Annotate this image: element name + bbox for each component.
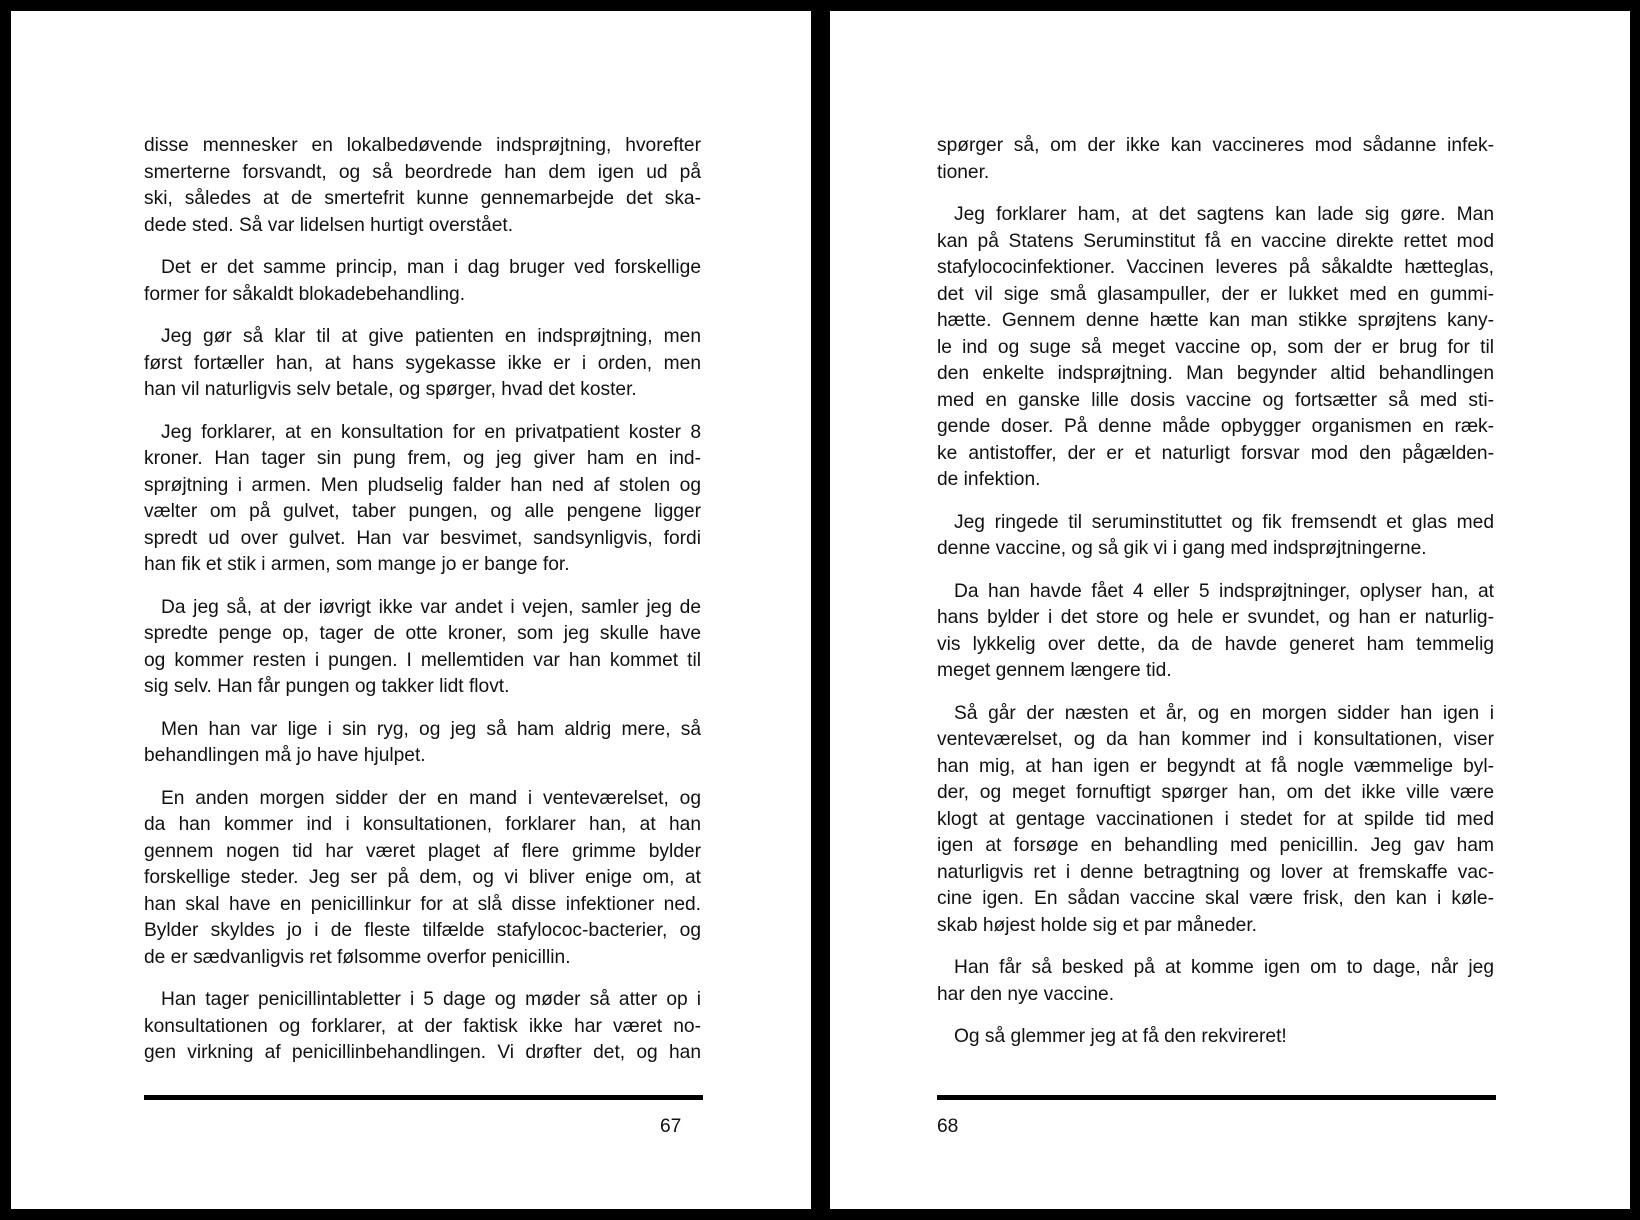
text-line: behandlingen må jo have hjulpet. xyxy=(144,745,426,766)
left-page xyxy=(11,11,811,1209)
paragraph xyxy=(937,1024,1494,1051)
text-line: Da jeg så, at der iøvrigt ikke var andet i vejen, samler jeg de xyxy=(161,596,701,618)
text-line: Jeg forklarer ham, at det sagtens kan lade sig gøre. Man xyxy=(954,204,1494,225)
text-line: Jeg gør så klar til at give patienten en indsprøjtning, men xyxy=(161,326,701,347)
text-line: former for såkaldt blokadebehandling. xyxy=(144,283,466,305)
text-line: vis lykkelig over dette, da de havde generet ham temmelig xyxy=(937,633,1494,655)
text-line: dede sted. Så var lidelsen hurtigt overstået. xyxy=(144,214,514,236)
text-line: da han kommer ind i konsultationen, forklarer han, at han xyxy=(144,814,701,835)
paragraph xyxy=(937,701,1494,940)
text-line: sig selv. Han får pungen og takker lidt flovt. xyxy=(144,676,510,697)
text-line: disse mennesker en lokalbedøvende indsprøjtning, hvorefter xyxy=(144,135,701,156)
text-line: kan på Statens Seruminstitut få en vaccine direkte rettet mod xyxy=(937,230,1494,252)
paragraph xyxy=(937,133,1494,186)
text-line: Så går der næsten et år, og en morgen sidder han igen i xyxy=(954,702,1494,724)
text-line: Han tager penicillintabletter i 5 dage og møder så atter op i xyxy=(161,989,701,1010)
text-line: de er sædvanligvis ret følsomme overfor penicillin. xyxy=(144,946,571,968)
left-page-body xyxy=(144,133,701,1083)
text-line: Jeg forklarer, at en konsultation for en privatpatient koster 8 xyxy=(161,421,701,443)
paragraph xyxy=(144,717,701,770)
text-line: klogt at gentage vaccinationen i stedet for at spilde tid med xyxy=(937,808,1494,830)
text-line: spørger så, om der ikke kan vaccineres mod sådanne infek- xyxy=(937,135,1494,156)
text-line: Og så glemmer jeg at få den rekvireret! xyxy=(954,1026,1287,1047)
paragraph xyxy=(937,955,1494,1008)
text-line: stafylococinfektioner. Vaccinen leveres på såkaldte hætteglas, xyxy=(937,257,1494,278)
text-line: med en ganske lille dosis vaccine og fortsætter så med sti- xyxy=(937,389,1494,411)
text-line: ke antistoffer, der er et naturligt forsvar mod den pågælden- xyxy=(937,442,1494,464)
text-line: cine igen. En sådan vaccine skal være frisk, den kan i køle- xyxy=(937,888,1494,909)
text-line: har den nye vaccine. xyxy=(937,983,1115,1005)
paragraph xyxy=(144,595,701,701)
text-line: han mig, at han igen er begyndt at få nogle væmmelige byl- xyxy=(937,755,1494,777)
text-line: denne vaccine, og så gik vi i gang med indsprøjtningerne. xyxy=(937,538,1427,559)
text-line: det vil sige små glasampuller, der er lukket med en gummi- xyxy=(937,283,1494,305)
text-line: han vil naturligvis selv betale, og spørger, hvad det koster. xyxy=(144,379,637,400)
text-line: og kommer resten i pungen. I mellemtiden var han kommet til xyxy=(144,649,701,671)
right-page-body xyxy=(937,133,1494,1067)
text-line: venteværelset, og da han kommer ind i konsultationen, viser xyxy=(937,729,1494,750)
text-line: gen virkning af penicillinbehandlingen. Vi drøfter det, og han xyxy=(144,1042,701,1063)
text-line: spredt ud over gulvet. Han var besvimet, sandsynligvis, fordi xyxy=(144,527,701,549)
text-line: kroner. Han tager sin pung frem, og jeg giver ham en ind- xyxy=(144,448,701,469)
text-line: forskellige steder. Jeg ser på dem, og vi bliver enige om, at xyxy=(144,867,701,888)
text-line: Han får så besked på at komme igen om to dage, når jeg xyxy=(954,957,1494,978)
footer-rule xyxy=(937,1095,1496,1100)
paragraph xyxy=(937,510,1494,563)
text-line: de infektion. xyxy=(937,469,1041,490)
text-line: han skal have en penicillinkur for at slå disse infektioner ned. xyxy=(144,893,701,915)
text-line: le ind og suge så meget vaccine op, som der er brug for til xyxy=(937,336,1494,358)
footer-rule xyxy=(144,1095,703,1100)
paragraph xyxy=(144,420,701,579)
paragraph xyxy=(144,133,701,239)
paragraph xyxy=(144,786,701,972)
paragraph xyxy=(937,202,1494,494)
text-line: han fik et stik i armen, som mange jo er bange for. xyxy=(144,554,570,575)
text-line: der, og meget fornuftigt spørger han, om det ikke ville være xyxy=(937,782,1494,803)
text-line: tioner. xyxy=(937,161,990,183)
paragraph xyxy=(144,987,701,1067)
page-number: 68 xyxy=(937,1116,959,1137)
text-line: igen at forsøge en behandling med penicillin. Jeg gav ham xyxy=(937,835,1494,856)
page-number: 67 xyxy=(660,1116,682,1137)
text-line: naturligvis ret i denne betragtning og lover at fremskaffe vac- xyxy=(937,861,1494,883)
text-line: Jeg ringede til seruminstituttet og fik fremsendt et glas med xyxy=(954,511,1494,533)
text-line: først fortæller han, at hans sygekasse ikke er i orden, men xyxy=(144,352,701,374)
text-line: Det er det samme princip, man i dag bruger ved forskellige xyxy=(161,257,701,278)
paragraph xyxy=(144,324,701,404)
paragraph xyxy=(937,579,1494,685)
text-line: meget gennem længere tid. xyxy=(937,660,1172,681)
paragraph xyxy=(144,255,701,308)
right-page xyxy=(830,11,1630,1209)
text-line: vælter om på gulvet, taber pungen, og alle pengene ligger xyxy=(144,501,701,522)
text-line: gennem nogen tid har været plaget af flere grimme bylder xyxy=(144,840,701,862)
text-line: spredte penge op, tager de otte kroner, som jeg skulle have xyxy=(144,623,701,644)
text-line: smerterne forsvandt, og så beordrede han dem igen ud på xyxy=(144,161,701,183)
text-line: sprøjtning i armen. Men pludselig falder han ned af stolen og xyxy=(144,474,701,496)
text-line: skab højest holde sig et par måneder. xyxy=(937,914,1257,936)
text-line: hætte. Gennem denne hætte kan man stikke sprøjtens kany- xyxy=(937,310,1494,331)
text-line: Men han var lige i sin ryg, og jeg så ham aldrig mere, så xyxy=(161,718,701,740)
text-line: konsultationen og forklarer, at der faktisk ikke har været no- xyxy=(144,1015,701,1037)
text-line: den enkelte indsprøjtning. Man begynder altid behandlingen xyxy=(937,363,1494,384)
text-line: Bylder skyldes jo i de fleste tilfælde stafylococ-bacterier, og xyxy=(144,920,701,941)
text-line: Da han havde fået 4 eller 5 indsprøjtninger, oplyser han, at xyxy=(954,580,1494,602)
text-line: ski, således at de smertefrit kunne gennemarbejde det ska- xyxy=(144,188,701,209)
text-line: gende doser. På denne måde opbygger organismen en ræk- xyxy=(937,416,1494,437)
text-line: hans bylder i det store og hele er svundet, og han er naturlig- xyxy=(937,607,1494,628)
text-line: En anden morgen sidder der en mand i venteværelset, og xyxy=(161,787,701,809)
